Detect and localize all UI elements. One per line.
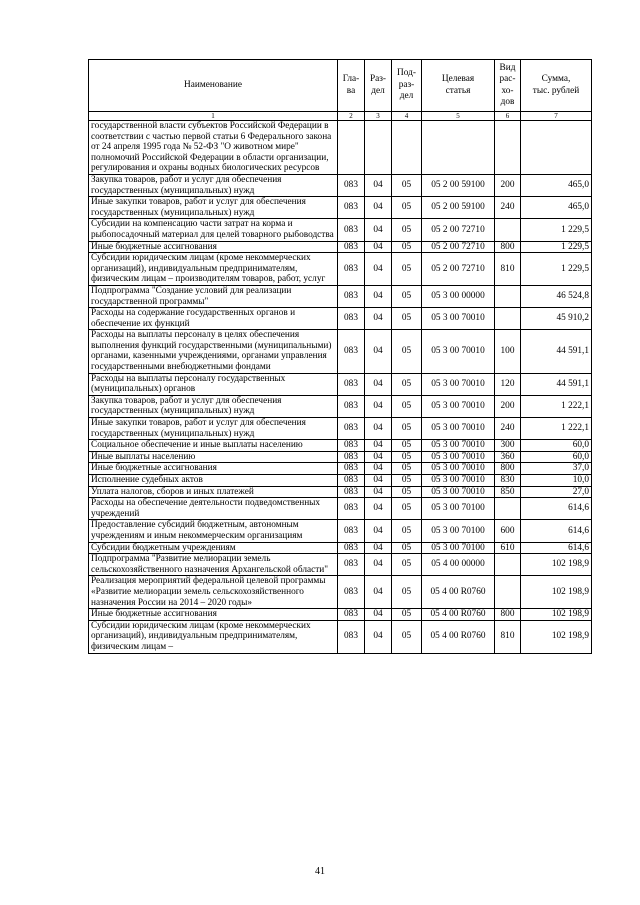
row-target: 05 4 00 R0760 [422, 576, 495, 609]
row-name: Субсидии бюджетным учреждениям [89, 542, 338, 554]
row-subsection: 05 [392, 451, 422, 463]
row-section: 04 [365, 440, 392, 452]
column-number: 5 [422, 112, 495, 121]
row-expense: 360 [495, 451, 521, 463]
row-target: 05 2 00 59100 [422, 174, 495, 196]
row-name: Субсидии юридическим лицам (кроме некоммерческих организаций), индивидуальным предпринимателям, физическим лицам – [89, 620, 338, 653]
column-number: 4 [392, 112, 422, 121]
row-chapter: 083 [338, 576, 365, 609]
row-expense: 200 [495, 395, 521, 417]
row-target: 05 3 00 70100 [422, 520, 495, 542]
row-sum: 102 198,9 [521, 554, 592, 576]
row-expense [495, 121, 521, 175]
table-row [89, 498, 592, 520]
row-section: 04 [365, 520, 392, 542]
row-name: Иные бюджетные ассигнования [89, 609, 338, 621]
header-section: Раз- дел [365, 60, 392, 112]
row-chapter: 083 [338, 330, 365, 373]
row-target: 05 3 00 70010 [422, 330, 495, 373]
row-expense: 240 [495, 418, 521, 440]
row-name: Иные бюджетные ассигнования [89, 241, 338, 253]
row-subsection: 05 [392, 475, 422, 487]
header-sum: Сумма, тыс. рублей [521, 60, 592, 112]
row-subsection: 05 [392, 554, 422, 576]
row-expense: 810 [495, 253, 521, 286]
row-target: 05 4 00 00000 [422, 554, 495, 576]
row-section: 04 [365, 418, 392, 440]
table-row [89, 174, 592, 196]
row-section: 04 [365, 554, 392, 576]
row-expense [495, 219, 521, 241]
row-expense [495, 285, 521, 307]
row-section: 04 [365, 197, 392, 219]
row-name: Закупка товаров, работ и услуг для обеспечения государственных (муниципальных) нужд [89, 395, 338, 417]
table-row [89, 197, 592, 219]
row-sum: 60,0 [521, 451, 592, 463]
row-sum: 44 591,1 [521, 330, 592, 373]
header-name: Наименование [89, 60, 338, 112]
row-target: 05 3 00 70100 [422, 542, 495, 554]
row-sum: 1 222,1 [521, 418, 592, 440]
row-subsection: 05 [392, 542, 422, 554]
row-subsection: 05 [392, 241, 422, 253]
table-row [89, 609, 592, 621]
row-expense: 120 [495, 373, 521, 395]
table-row [89, 486, 592, 498]
row-sum: 46 524,8 [521, 285, 592, 307]
row-expense [495, 554, 521, 576]
row-sum: 102 198,9 [521, 576, 592, 609]
column-number: 6 [495, 112, 521, 121]
row-chapter: 083 [338, 498, 365, 520]
row-target: 05 3 00 70010 [422, 395, 495, 417]
row-chapter: 083 [338, 174, 365, 196]
row-subsection: 05 [392, 498, 422, 520]
row-chapter: 083 [338, 219, 365, 241]
row-name: Иные закупки товаров, работ и услуг для обеспечения государственных (муниципальных) нужд [89, 197, 338, 219]
row-section: 04 [365, 620, 392, 653]
row-chapter: 083 [338, 440, 365, 452]
row-chapter: 083 [338, 554, 365, 576]
row-sum: 465,0 [521, 174, 592, 196]
row-section: 04 [365, 241, 392, 253]
row-name: Расходы на выплаты персоналу в целях обеспечения выполнения функций государственными (муниципальными) органами, казенными учреждениями, органами управления государственными внебюджетными фондами [89, 330, 338, 373]
row-subsection: 05 [392, 609, 422, 621]
row-subsection: 05 [392, 463, 422, 475]
row-subsection: 05 [392, 620, 422, 653]
table-row [89, 440, 592, 452]
row-expense [495, 308, 521, 330]
page-number: 41 [315, 866, 325, 877]
row-sum: 1 222,1 [521, 395, 592, 417]
row-chapter: 083 [338, 241, 365, 253]
row-sum: 614,6 [521, 498, 592, 520]
row-target [422, 121, 495, 175]
row-name: Иные выплаты населению [89, 451, 338, 463]
column-number: 1 [89, 112, 338, 121]
table-row [89, 418, 592, 440]
column-number: 2 [338, 112, 365, 121]
header-chapter: Гла- ва [338, 60, 365, 112]
row-section: 04 [365, 253, 392, 286]
row-section: 04 [365, 330, 392, 373]
row-name: Иные закупки товаров, работ и услуг для обеспечения государственных (муниципальных) нужд [89, 418, 338, 440]
table-row [89, 121, 592, 175]
row-expense: 610 [495, 542, 521, 554]
row-target: 05 3 00 70010 [422, 440, 495, 452]
row-target: 05 3 00 70100 [422, 498, 495, 520]
row-name: Подпрограмма "Развитие мелиорации земель сельскохозяйственного назначения Архангельской области" [89, 554, 338, 576]
row-sum: 1 229,5 [521, 219, 592, 241]
row-section: 04 [365, 475, 392, 487]
row-subsection: 05 [392, 576, 422, 609]
row-target: 05 3 00 70010 [422, 486, 495, 498]
row-name: Расходы на обеспечение деятельности подведомственных учреждений [89, 498, 338, 520]
row-subsection: 05 [392, 330, 422, 373]
row-name: Социальное обеспечение и иные выплаты населению [89, 440, 338, 452]
row-section: 04 [365, 219, 392, 241]
row-name: Предоставление субсидий бюджетным, автономным учреждениям и иным некоммерческим организациям [89, 520, 338, 542]
row-chapter: 083 [338, 609, 365, 621]
row-chapter: 083 [338, 395, 365, 417]
table-row [89, 620, 592, 653]
column-number: 7 [521, 112, 592, 121]
table-row [89, 554, 592, 576]
row-target: 05 4 00 R0760 [422, 620, 495, 653]
row-subsection: 05 [392, 174, 422, 196]
row-sum: 614,6 [521, 520, 592, 542]
row-section: 04 [365, 576, 392, 609]
budget-table [88, 59, 592, 654]
row-target: 05 3 00 70010 [422, 475, 495, 487]
row-chapter: 083 [338, 253, 365, 286]
table-row [89, 520, 592, 542]
row-name: Субсидии юридическим лицам (кроме некоммерческих организаций), индивидуальным предпринимателям, физическим лицам – производителям товаров, работ, услуг [89, 253, 338, 286]
row-target: 05 3 00 00000 [422, 285, 495, 307]
header-target: Целевая статья [422, 60, 495, 112]
row-expense [495, 576, 521, 609]
row-section: 04 [365, 542, 392, 554]
row-sum: 1 229,5 [521, 253, 592, 286]
row-subsection: 05 [392, 486, 422, 498]
row-name: Расходы на содержание государственных органов и обеспечение их функций [89, 308, 338, 330]
row-subsection: 05 [392, 285, 422, 307]
row-sum: 27,0 [521, 486, 592, 498]
table-row [89, 475, 592, 487]
row-expense: 200 [495, 174, 521, 196]
table-row [89, 285, 592, 307]
row-sum: 44 591,1 [521, 373, 592, 395]
row-chapter: 083 [338, 418, 365, 440]
row-subsection: 05 [392, 373, 422, 395]
row-section: 04 [365, 395, 392, 417]
row-section: 04 [365, 451, 392, 463]
row-chapter: 083 [338, 451, 365, 463]
row-subsection: 05 [392, 253, 422, 286]
row-expense: 810 [495, 620, 521, 653]
table-row [89, 253, 592, 286]
header-row [89, 60, 592, 112]
row-name: Субсидии на компенсацию части затрат на корма и рыбопосадочный материал для целей товарного рыбоводства [89, 219, 338, 241]
row-section: 04 [365, 373, 392, 395]
column-number: 3 [365, 112, 392, 121]
row-expense [495, 498, 521, 520]
row-subsection [392, 121, 422, 175]
row-sum: 614,6 [521, 542, 592, 554]
table-row [89, 241, 592, 253]
row-chapter: 083 [338, 620, 365, 653]
row-subsection: 05 [392, 197, 422, 219]
row-name: государственной власти субъектов Российской Федерации в соответствии с частью первой статьи 6 Федерального закона от 24 апреля 1995 года № 52-ФЗ "О животном мире" полномочий Российской Федерации в области организации, регулирования и охраны водных биологических ресурсов [89, 121, 338, 175]
row-chapter [338, 121, 365, 175]
row-name: Уплата налогов, сборов и иных платежей [89, 486, 338, 498]
row-chapter: 083 [338, 463, 365, 475]
row-name: Исполнение судебных актов [89, 475, 338, 487]
row-sum: 60,0 [521, 440, 592, 452]
table-row [89, 395, 592, 417]
table-row [89, 463, 592, 475]
header-subsection: Под- раз- дел [392, 60, 422, 112]
row-sum: 102 198,9 [521, 620, 592, 653]
row-target: 05 3 00 70010 [422, 308, 495, 330]
row-subsection: 05 [392, 440, 422, 452]
row-expense: 800 [495, 241, 521, 253]
row-sum: 45 910,2 [521, 308, 592, 330]
row-expense: 100 [495, 330, 521, 373]
row-sum: 102 198,9 [521, 609, 592, 621]
row-name: Реализация мероприятий федеральной целевой программы «Развитие мелиорации земель сельскохозяйственного назначения России на 2014 – 2020 годы» [89, 576, 338, 609]
row-subsection: 05 [392, 395, 422, 417]
row-target: 05 2 00 72710 [422, 241, 495, 253]
row-name: Подпрограмма "Создание условий для реализации государственной программы" [89, 285, 338, 307]
row-sum: 37,0 [521, 463, 592, 475]
row-expense: 800 [495, 463, 521, 475]
row-expense: 600 [495, 520, 521, 542]
table-row [89, 451, 592, 463]
row-section: 04 [365, 308, 392, 330]
row-target: 05 3 00 70010 [422, 373, 495, 395]
row-sum: 465,0 [521, 197, 592, 219]
table-body [89, 121, 592, 654]
row-section: 04 [365, 486, 392, 498]
row-sum: 10,0 [521, 475, 592, 487]
header-expense: Вид рас- хо- дов [495, 60, 521, 112]
table-row [89, 373, 592, 395]
row-target: 05 3 00 70010 [422, 463, 495, 475]
row-section [365, 121, 392, 175]
row-subsection: 05 [392, 308, 422, 330]
row-subsection: 05 [392, 418, 422, 440]
row-subsection: 05 [392, 219, 422, 241]
row-target: 05 3 00 70010 [422, 418, 495, 440]
row-name: Иные бюджетные ассигнования [89, 463, 338, 475]
row-sum: 1 229,5 [521, 241, 592, 253]
row-name: Закупка товаров, работ и услуг для обеспечения государственных (муниципальных) нужд [89, 174, 338, 196]
column-number-row [89, 112, 592, 121]
row-section: 04 [365, 609, 392, 621]
table-row [89, 308, 592, 330]
row-section: 04 [365, 285, 392, 307]
row-expense: 830 [495, 475, 521, 487]
row-target: 05 2 00 72710 [422, 219, 495, 241]
row-chapter: 083 [338, 197, 365, 219]
row-chapter: 083 [338, 475, 365, 487]
row-expense: 800 [495, 609, 521, 621]
table-row [89, 219, 592, 241]
row-chapter: 083 [338, 520, 365, 542]
row-expense: 240 [495, 197, 521, 219]
row-chapter: 083 [338, 373, 365, 395]
row-chapter: 083 [338, 542, 365, 554]
row-section: 04 [365, 174, 392, 196]
row-name: Расходы на выплаты персоналу государственных (муниципальных) органов [89, 373, 338, 395]
row-expense: 850 [495, 486, 521, 498]
row-sum [521, 121, 592, 175]
row-target: 05 2 00 59100 [422, 197, 495, 219]
row-subsection: 05 [392, 520, 422, 542]
row-expense: 300 [495, 440, 521, 452]
row-target: 05 4 00 R0760 [422, 609, 495, 621]
row-target: 05 3 00 70010 [422, 451, 495, 463]
row-chapter: 083 [338, 486, 365, 498]
table-row [89, 542, 592, 554]
row-target: 05 2 00 72710 [422, 253, 495, 286]
row-chapter: 083 [338, 285, 365, 307]
table-row [89, 330, 592, 373]
row-section: 04 [365, 463, 392, 475]
table-row [89, 576, 592, 609]
row-section: 04 [365, 498, 392, 520]
row-chapter: 083 [338, 308, 365, 330]
